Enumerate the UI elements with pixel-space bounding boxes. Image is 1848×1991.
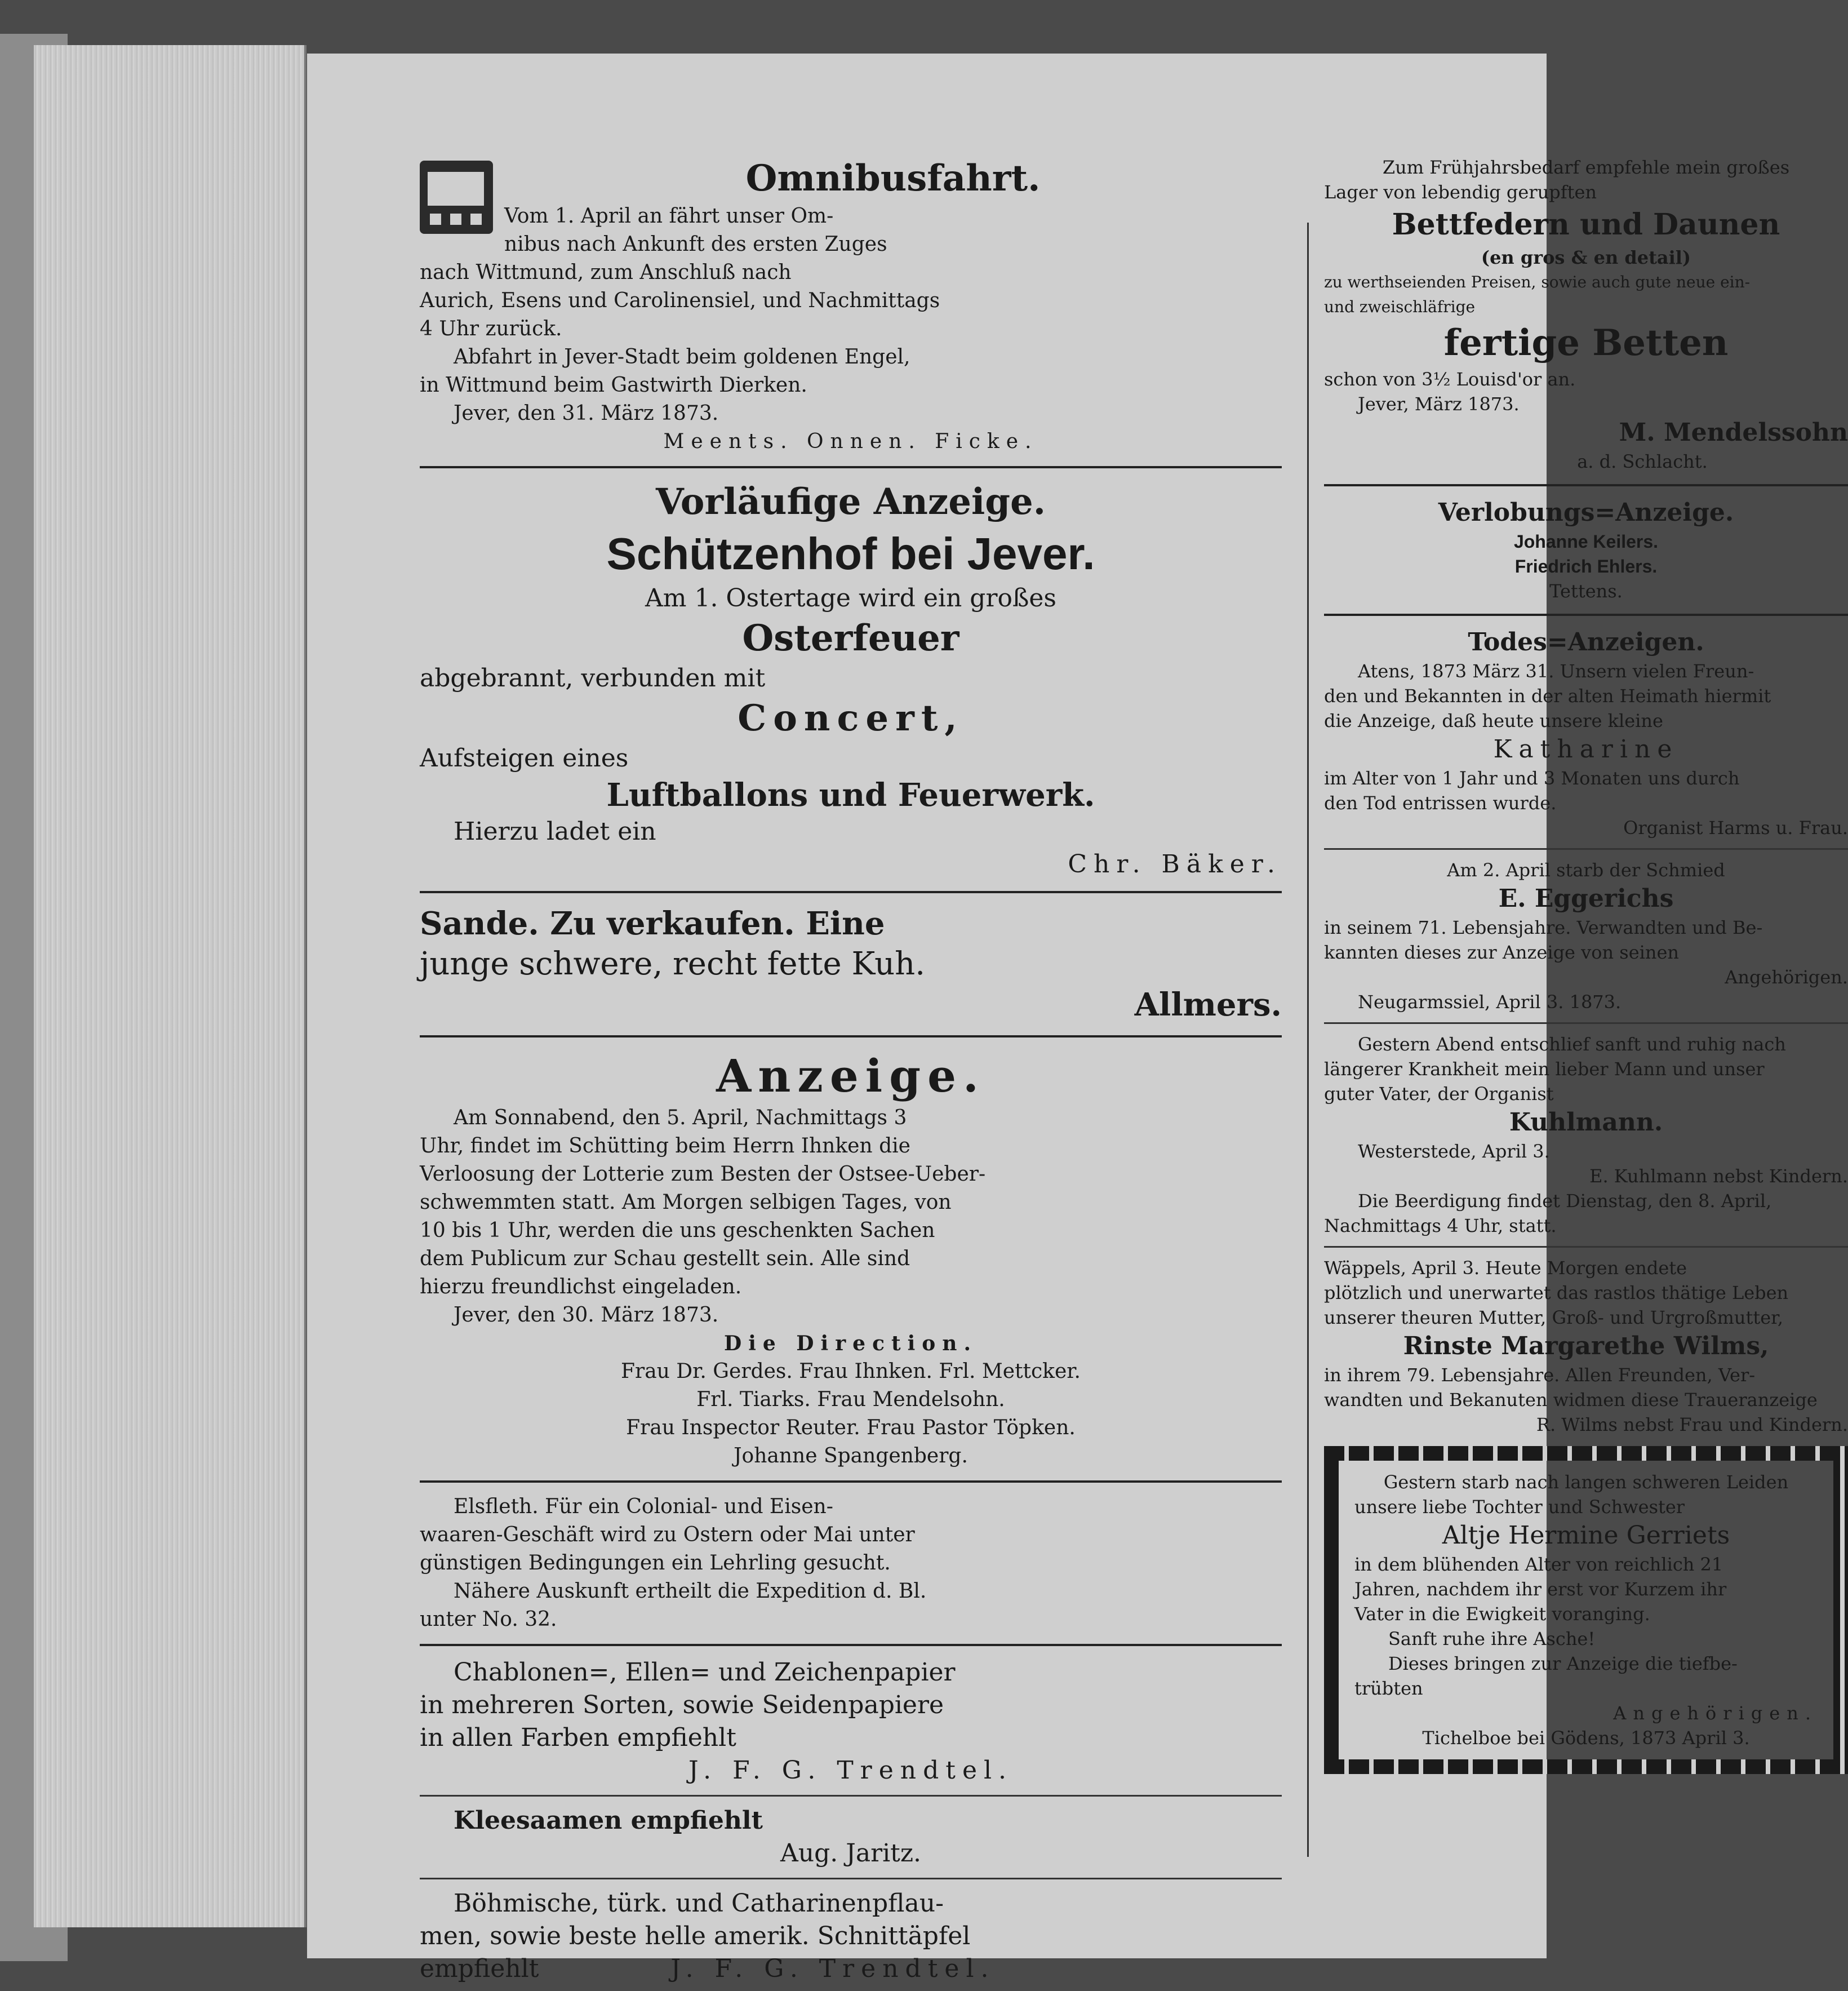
wilms-line: in ihrem 79. Lebensjahre. Allen Freunden, Ver- [1324,1364,1756,1386]
lottery-date: Jever, den 30. März 1873. [454,1303,719,1327]
sande-line: junge schwere, recht fette Kuh. [420,946,926,982]
lottery-line: 10 bis 1 Uhr, werden die uns geschenkten Sachen [420,1219,935,1242]
boehmische-line: men, sowie beste helle amerik. Schnittäpfel [420,1922,971,1950]
lottery-line: Uhr, findet im Schütting beim Herrn Ihnken die [420,1134,910,1158]
omnibus-line: nach Wittmund, zum Anschluß nach [420,261,792,284]
divider [420,466,1282,468]
kleesaamen-signature: Aug. Jaritz. [780,1839,922,1868]
bettfedern-line: und zweischläfrige [1324,298,1476,316]
kleesaamen-line: Kleesaamen empfiehlt [454,1806,763,1835]
gerriets-line: trübten [1354,1678,1423,1699]
omnibus-icon [420,161,493,234]
todes-name: Katharine [1493,735,1679,764]
schuetzenhof-line: abgebrannt, verbunden mit [420,664,766,693]
bettfedern-place: a. d. Schlacht. [1577,451,1708,472]
ad-kuhlmann [1324,1032,1848,1238]
left-column [420,155,1282,1991]
divider [420,1480,1282,1483]
lottery-names: Frl. Tiarks. Frau Mendelsohn. [696,1388,1005,1411]
ad-omnibus [420,155,1282,456]
kuhlmann-line: Gestern Abend entschlief sanft und ruhig nach [1358,1034,1786,1055]
sande-line: Sande. Zu verkaufen. Eine [420,905,885,942]
gerriets-line: Gestern starb nach langen schweren Leiden [1383,1471,1789,1493]
divider [420,1035,1282,1037]
ad-verlobung [1324,496,1848,604]
boehmische-signature: J. F. G. Trendtel. [670,1954,996,1983]
wilms-line: Wäppels, April 3. Heute Morgen endete [1324,1257,1687,1279]
lottery-line: Verloosung der Lotterie zum Besten der Ostsee-Ueber- [420,1163,986,1186]
wilms-name: Rinste Margarethe Wilms, [1403,1332,1769,1360]
wilms-signature: R. Wilms nebst Frau und Kindern. [1536,1414,1848,1435]
omnibus-line: Aurich, Esens und Carolinensiel, und Nachmittags [420,289,940,312]
wilms-line: wandten und Bekanuten widmen diese Traueranzeige [1324,1389,1818,1411]
ad-todes-harms [1324,626,1848,840]
omnibus-line: Abfahrt in Jever-Stadt beim goldenen Engel, [454,345,910,369]
lottery-line: dem Publicum zur Schau gestellt sein. Alle sind [420,1247,910,1270]
ad-schuetzenhof [420,478,1282,881]
kuhlmann-line: Nachmittags 4 Uhr, statt. [1324,1215,1557,1236]
gerriets-line: Sanft ruhe ihre Asche! [1388,1628,1596,1649]
ad-wilms [1324,1256,1848,1437]
elsfleth-line: waaren-Geschäft wird zu Ostern oder Mai unter [420,1523,915,1546]
ad-elsfleth [420,1493,1282,1634]
gerriets-line: unsere liebe Tochter und Schwester [1354,1496,1685,1518]
todes-title: Todes=Anzeigen. [1468,628,1704,657]
gerriets-line: Dieses bringen zur Anzeige die tiefbe- [1388,1653,1738,1674]
omnibus-title: Omnibusfahrt. [745,157,1041,199]
chablonen-line: in allen Farben empfiehlt [420,1723,736,1752]
newspaper-page [307,54,1848,1983]
divider [420,891,1282,893]
gerriets-place: Tichelboe bei Gödens, 1873 April 3. [1422,1727,1750,1749]
lottery-line: hierzu freundlichst eingeladen. [420,1275,742,1298]
chablonen-signature: J. F. G. Trendtel. [688,1756,1014,1785]
right-column [1324,155,1848,1774]
bettfedern-title: Bettfedern und Daunen [1392,207,1780,242]
chablonen-line: in mehreren Sorten, sowie Seidenpapiere [420,1691,944,1719]
verlobung-name: Johanne Keilers. [1513,531,1659,552]
schuetzenhof-line: Aufsteigen eines [420,744,629,773]
elsfleth-line: Nähere Auskunft ertheilt die Expedition d. Bl. [454,1580,927,1603]
chablonen-line: Chablonen=, Ellen= und Zeichenpapier [454,1658,956,1687]
omnibus-date: Jever, den 31. März 1873. [454,402,719,425]
kuhlmann-signature: E. Kuhlmann nebst Kindern. [1589,1165,1848,1187]
boehmische-line: Böhmische, türk. und Catharinenpflau- [454,1889,944,1918]
page-stack-edge [34,45,306,1927]
gerriets-name: Altje Hermine Gerriets [1442,1521,1730,1550]
todes-signature: Organist Harms u. Frau. [1623,817,1848,839]
divider [420,1644,1282,1646]
bettfedern-line: schon von 3½ Louisd'or an. [1324,369,1576,390]
gerriets-line: Jahren, nachdem ihr erst vor Kurzem ihr [1354,1578,1727,1600]
omnibus-line: 4 Uhr zurück. [420,317,562,340]
lottery-direction: Die Direction. [723,1332,978,1355]
lottery-names: Frau Dr. Gerdes. Frau Ihnken. Frl. Mettcker. [621,1360,1081,1383]
schuetzenhof-osterfeuer: Osterfeuer [742,617,959,659]
ad-boehmische [420,1887,1282,1985]
omnibus-line: nibus nach Ankunft des ersten Zuges [504,233,887,256]
ad-sande [420,903,1282,1025]
bettfedern-sub: (en gros & en detail) [1481,247,1691,268]
omnibus-signature: Meents. Onnen. Ficke. [663,430,1038,453]
todes-line: Atens, 1873 März 31. Unsern vielen Freun- [1358,660,1754,682]
omnibus-line: in Wittmund beim Gastwirth Dierken. [420,374,807,397]
gerriets-line: in dem blühenden Alter von reichlich 21 [1354,1554,1723,1575]
elsfleth-line: günstigen Bedingungen ein Lehrling gesucht. [420,1551,891,1575]
eggerichs-name: E. Eggerichs [1498,884,1674,913]
divider [1324,1022,1848,1024]
lottery-line: schwemmten statt. Am Morgen selbigen Tages, von [420,1191,952,1214]
todes-line: die Anzeige, daß heute unsere kleine [1324,710,1663,731]
eggerichs-line: Am 2. April starb der Schmied [1447,859,1725,881]
schuetzenhof-line: Hierzu ladet ein [454,817,656,846]
todes-line: den Tod entrissen wurde. [1324,792,1557,814]
schuetzenhof-concert: Concert, [738,697,964,739]
wilms-line: plötzlich und unerwartet das rastlos thätige Leben [1324,1282,1789,1303]
ad-kleesaamen [420,1804,1282,1870]
gerriets-signature: Angehörigen. [1613,1702,1818,1724]
verlobung-place: Tettens. [1549,580,1623,602]
divider [420,1795,1282,1797]
verlobung-name: Friedrich Ehlers. [1514,556,1658,577]
schuetzenhof-title: Schützenhof bei Jever. [606,529,1095,579]
lottery-line: Am Sonnabend, den 5. April, Nachmittags 3 [454,1106,907,1129]
omnibus-line: Vom 1. April an fährt unser Om- [504,205,834,228]
lottery-title: Anzeige. [716,1049,985,1102]
divider [420,1878,1282,1879]
ad-chablonen [420,1656,1282,1787]
kuhlmann-line: Die Beerdigung findet Dienstag, den 8. April, [1358,1190,1772,1212]
gerriets-line: Vater in die Ewigkeit voranging. [1354,1603,1650,1625]
bettfedern-date: Jever, März 1873. [1358,393,1520,415]
eggerichs-place: Neugarmssiel, April 3. 1873. [1358,991,1622,1013]
todes-line: im Alter von 1 Jahr und 3 Monaten uns durch [1324,768,1740,789]
bettfedern-signature: M. Mendelssohn [1619,418,1848,447]
kuhlmann-line: längerer Krankheit mein lieber Mann und unser [1324,1058,1765,1080]
divider [1324,848,1848,850]
schuetzenhof-line: Am 1. Ostertage wird ein großes [645,584,1057,613]
bettfedern-line: Lager von lebendig gerupften [1324,181,1597,203]
column-divider [1307,223,1309,1857]
kuhlmann-place: Westerstede, April 3. [1358,1141,1550,1162]
ad-eggerichs [1324,858,1848,1014]
schuetzenhof-luftballons: Luftballons und Feuerwerk. [606,777,1095,814]
lottery-names: Johanne Spangenberg. [734,1444,968,1467]
boehmische-empfiehlt: empfiehlt [420,1954,539,1983]
ad-bettfedern [1324,155,1848,474]
bettfedern-title2: fertige Betten [1443,322,1729,364]
bettfedern-line: Zum Frühjahrsbedarf empfehle mein großes [1382,157,1790,178]
bettfedern-line: zu werthseienden Preisen, sowie auch gute neue ein- [1324,273,1751,291]
lottery-names: Frau Inspector Reuter. Frau Pastor Töpken. [626,1416,1076,1439]
elsfleth-line: unter No. 32. [420,1608,557,1631]
sande-signature: Allmers. [1134,986,1282,1023]
kuhlmann-line: guter Vater, der Organist [1324,1083,1554,1105]
ad-lottery [420,1048,1282,1470]
divider [1324,1246,1848,1248]
divider [1324,614,1848,616]
schuetzenhof-heading: Vorläufige Anzeige. [655,481,1046,523]
eggerichs-line: in seinem 71. Lebensjahre. Verwandten und Be- [1324,917,1763,938]
eggerichs-signature: Angehörigen. [1725,966,1848,988]
divider [1324,484,1848,486]
elsfleth-line: Elsfleth. Für ein Colonial- und Eisen- [454,1495,833,1518]
wilms-line: unserer theuren Mutter, Groß- und Urgroßmutter, [1324,1307,1784,1328]
schuetzenhof-signature: Chr. Bäker. [1068,850,1282,879]
kuhlmann-name: Kuhlmann. [1509,1108,1663,1137]
mourning-frame [1324,1446,1848,1774]
eggerichs-line: kannten dieses zur Anzeige von seinen [1324,942,1680,963]
todes-line: den und Bekannten in der alten Heimath hiermit [1324,685,1771,707]
boehmische-last [420,1953,1282,1985]
verlobung-title: Verlobungs=Anzeige. [1438,498,1734,527]
